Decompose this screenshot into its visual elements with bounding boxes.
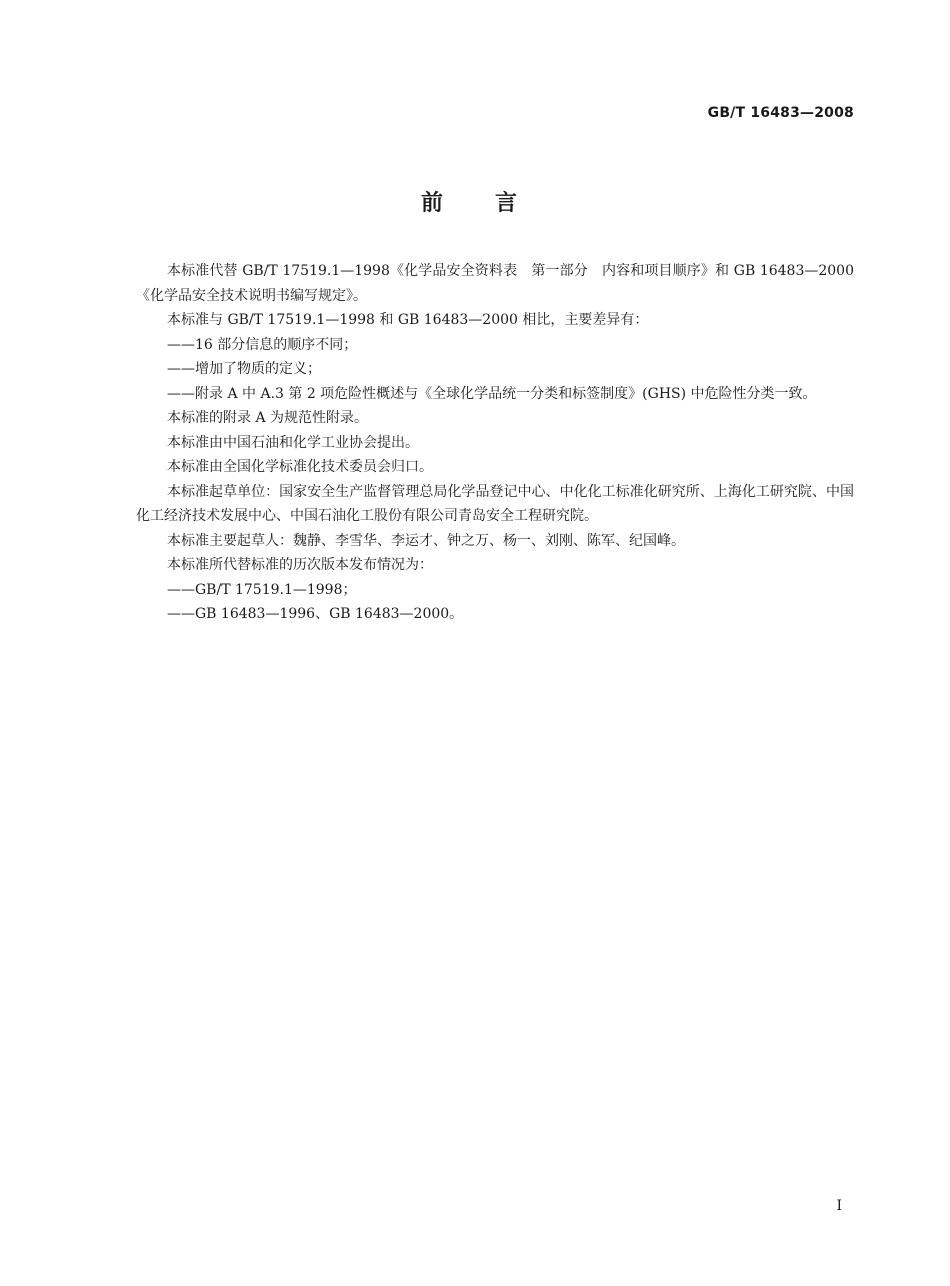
paragraph-drafting-units: 本标准起草单位：国家安全生产监督管理总局化学品登记中心、中化化工标准化研究所、上海化工研究院、中国化工经济技术发展中心、中国石油化工股份有限公司青岛安全工程研究院。 <box>136 483 854 524</box>
paragraph-drafters: 本标准主要起草人：魏静、李雪华、李运才、钟之万、杨一、刘刚、陈军、纪国峰。 <box>167 532 685 549</box>
paragraph-proposed-by: 本标准由中国石油和化学工业协会提出。 <box>167 434 419 451</box>
previous-edition-item: ——GB/T 17519.1—1998； <box>167 581 357 598</box>
paragraph-annex: 本标准的附录 A 为规范性附录。 <box>167 410 369 426</box>
document-body <box>136 259 854 627</box>
difference-item: ——附录 A 中 A.3 第 2 项危险性概述与《全球化学品统一分类和标签制度》(GHS) 中危险性分类一致。 <box>167 385 817 402</box>
difference-item: ——增加了物质的定义； <box>167 361 321 377</box>
standard-code: GB/T 16483—2008 <box>707 105 854 121</box>
previous-edition-item: ——GB 16483—1996、GB 16483—2000。 <box>167 606 464 622</box>
page-title: 前言 <box>420 191 569 216</box>
paragraph-previous-editions: 本标准所代替标准的历次版本发布情况为： <box>167 557 433 573</box>
paragraph-replaces: 本标准代替 GB/T 17519.1—1998《化学品安全资料表 第一部分 内容和项目顺序》和 GB 16483—2000《化学品安全技术说明书编写规定》。 <box>136 263 854 304</box>
paragraph-differences-intro: 本标准与 GB/T 17519.1—1998 和 GB 16483—2000 相比，主要差异有： <box>167 312 649 328</box>
page-number: I <box>836 1198 842 1214</box>
paragraph-centralized-by: 本标准由全国化学标准化技术委员会归口。 <box>167 459 433 475</box>
difference-item: ——16 部分信息的顺序不同； <box>167 336 358 353</box>
